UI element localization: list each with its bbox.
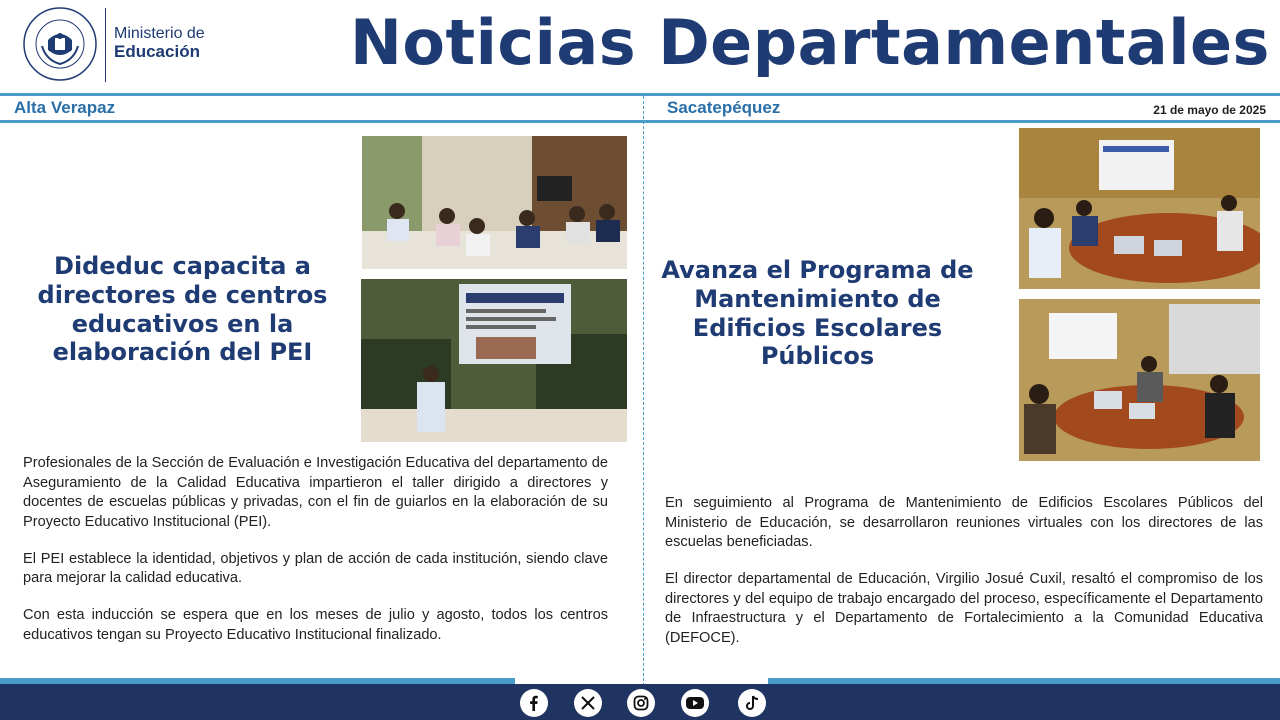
ministry-line1: Ministerio de bbox=[114, 25, 205, 42]
photo-presentation bbox=[361, 279, 627, 442]
paragraph: Con esta inducción se espera que en los meses de julio y agosto, todos los centros educativos tengan su Proyecto Educativo Institucional finalizado. bbox=[23, 607, 608, 643]
paragraph: Profesionales de la Sección de Evaluación e Investigación Educativa del departamento de Aseguramiento de la Calidad Educativa impartieron el taller dirigido a directores y docentes de escuelas públicas y privadas, con el fin de guiarlos en la elaboración de su Proyecto Educativo Institucional (PEI). bbox=[23, 455, 608, 531]
ministry-line2: Educación bbox=[114, 41, 200, 61]
headline-left: Dideduc capacita a directores de centros educativos en la elaboración del PEI bbox=[37, 252, 328, 367]
photo-training-room bbox=[362, 136, 627, 269]
tiktok-icon[interactable] bbox=[738, 689, 766, 717]
header-rule-top bbox=[0, 93, 1280, 96]
column-divider bbox=[643, 96, 644, 686]
publication-date: 21 de mayo de 2025 bbox=[1153, 103, 1266, 117]
article-body-right bbox=[665, 494, 1263, 666]
paragraph: El PEI establece la identidad, objetivos y plan de acción de cada institución, siendo clave para mejorar la calidad educativa. bbox=[23, 550, 608, 587]
instagram-icon[interactable] bbox=[627, 689, 655, 717]
page-title: Noticias Departamentales bbox=[350, 6, 1270, 79]
article-body-left bbox=[23, 454, 608, 663]
government-seal-logo bbox=[22, 6, 98, 82]
ministry-name bbox=[114, 26, 205, 61]
photo-meeting-2 bbox=[1019, 299, 1260, 461]
youtube-icon[interactable] bbox=[681, 689, 709, 717]
header-rule-bottom bbox=[0, 120, 1280, 123]
logo-divider bbox=[105, 8, 106, 82]
photo-meeting-1 bbox=[1019, 128, 1260, 289]
paragraph: El director departamental de Educación, Virgilio Josué Cuxil, resaltó el compromiso de los directores y del equipo de trabajo encargado del proceso, específicamente el Departamento de Infraestructura y el Departamento de Fortalecimiento a la Comunidad Educativa (DEFOCE). bbox=[665, 571, 1263, 647]
department-left: Alta Verapaz bbox=[14, 98, 116, 117]
headline-right: Avanza el Programa de Mantenimiento de Edificios Escolares Públicos bbox=[661, 256, 974, 371]
paragraph: En seguimiento al Programa de Mantenimiento de Edificios Escolares Públicos del Ministerio de Educación, se desarrollaron reuniones virtuales con los directores de las escuelas beneficiadas. bbox=[665, 495, 1263, 551]
x-icon[interactable] bbox=[574, 689, 602, 717]
department-right: Sacatepéquez bbox=[667, 98, 781, 117]
facebook-icon[interactable] bbox=[520, 689, 548, 717]
